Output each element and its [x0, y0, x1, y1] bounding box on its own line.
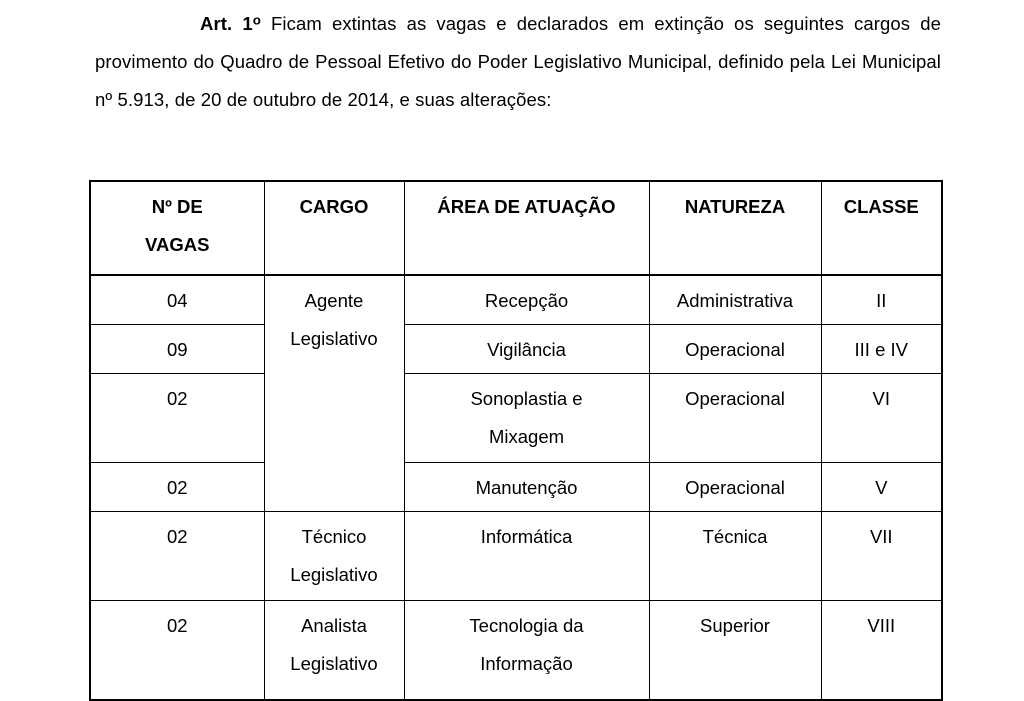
cell-natureza: Superior — [649, 601, 821, 701]
cell-classe: VI — [821, 374, 942, 463]
cell-cargo-line1: Técnico — [301, 526, 367, 547]
cell-cargo-line1: Analista — [301, 615, 367, 636]
cell-natureza: Administrativa — [649, 275, 821, 325]
vacancy-table — [89, 180, 943, 701]
cell-cargo-merged — [264, 275, 404, 512]
cell-natureza: Operacional — [649, 374, 821, 463]
cell-cargo-line2: Legislativo — [290, 653, 378, 674]
cell-vagas: 02 — [90, 463, 264, 512]
cell-classe: VII — [821, 512, 942, 601]
cell-area-line1: Sonoplastia e — [470, 388, 583, 409]
cell-cargo — [264, 512, 404, 601]
column-header-natureza: NATUREZA — [649, 181, 821, 275]
cell-cargo-line2: Legislativo — [290, 328, 378, 349]
cell-area: Vigilância — [404, 325, 649, 374]
table-header-row — [90, 181, 942, 275]
vacancy-table-container — [89, 180, 941, 701]
column-header-vagas-line2: VAGAS — [145, 234, 210, 255]
cell-area — [404, 374, 649, 463]
article-body-text: Ficam extintas as vagas e declarados em extinção os seguintes cargos de provimento do Quadro de Pessoal Efetivo do Poder Legislativo Municipal, definido pela Lei Municipal nº 5.913, de 20 de outubro de 2014, e suas alterações: — [95, 13, 941, 110]
cell-cargo-line1: Agente — [304, 290, 364, 311]
column-header-area: ÁREA DE ATUAÇÃO — [404, 181, 649, 275]
cell-vagas: 02 — [90, 374, 264, 463]
cell-area: Informática — [404, 512, 649, 601]
cell-classe: V — [821, 463, 942, 512]
column-header-cargo: CARGO — [264, 181, 404, 275]
cell-vagas: 02 — [90, 512, 264, 601]
cell-vagas: 09 — [90, 325, 264, 374]
article-paragraph — [95, 5, 941, 119]
column-header-vagas — [90, 181, 264, 275]
table-body — [90, 275, 942, 700]
cell-area-line2: Informação — [480, 653, 573, 674]
column-header-vagas-line1: Nº DE — [151, 196, 203, 217]
table-row — [90, 601, 942, 701]
cell-classe: II — [821, 275, 942, 325]
table-row — [90, 463, 942, 512]
table-header — [90, 181, 942, 275]
table-row — [90, 512, 942, 601]
article-label: Art. 1$^o$ — [200, 12, 261, 34]
cell-area — [404, 601, 649, 701]
cell-cargo — [264, 601, 404, 701]
cell-natureza: Operacional — [649, 325, 821, 374]
cell-natureza: Técnica — [649, 512, 821, 601]
table-row — [90, 374, 942, 463]
cell-cargo-line2: Legislativo — [290, 564, 378, 585]
ordinal-indicator: o — [252, 12, 261, 28]
cell-area: Manutenção — [404, 463, 649, 512]
cell-vagas: 04 — [90, 275, 264, 325]
cell-area-line1: Tecnologia da — [469, 615, 584, 636]
table-row — [90, 325, 942, 374]
table-row — [90, 275, 942, 325]
column-header-classe: CLASSE — [821, 181, 942, 275]
cell-classe: VIII — [821, 601, 942, 701]
cell-area: Recepção — [404, 275, 649, 325]
cell-vagas: 02 — [90, 601, 264, 701]
cell-classe: III e IV — [821, 325, 942, 374]
article-paragraph-block — [95, 5, 941, 119]
cell-area-line2: Mixagem — [488, 426, 565, 447]
cell-natureza: Operacional — [649, 463, 821, 512]
